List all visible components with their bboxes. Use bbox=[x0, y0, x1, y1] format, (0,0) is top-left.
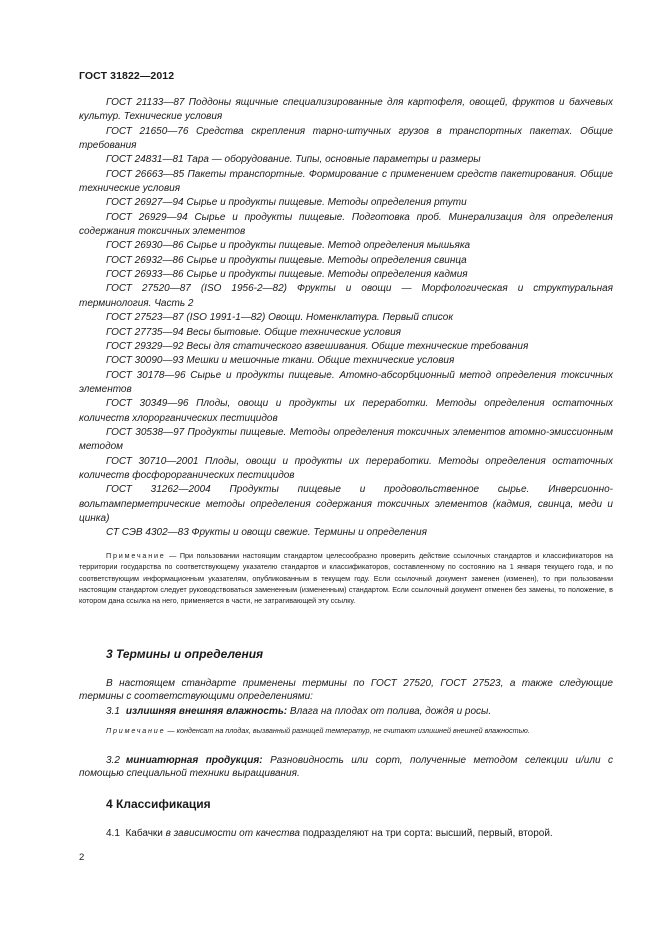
reference-item: ГОСТ 27735—94 Весы бытовые. Общие технические условия bbox=[106, 326, 401, 338]
definition-text: Разновидность или сорт, полученные методом селекции и/или с помощью специальной техники выращивания. bbox=[79, 755, 613, 780]
definition-3-2 bbox=[79, 754, 613, 781]
reference-item: ГОСТ 26932—86 Сырье и продукты пищевые. Методы определения свинца bbox=[106, 254, 467, 266]
note-text: — При пользовании настоящим стандартом целесообразно проверить действие ссылочных стандартов и классификаторов на территории государства по соответствующему указателю стандартов и классификаторов, составленному по состоянию на 1 января текущего года, и по соответствующим информационным указателям, опубликованным в текущем году. Если ссылочный документ заменен (изменен), то при пользовании настоящим стандартом следует руководствоваться замененным (измененным) стандартом. Если ссылочный документ отменен без замены, то положение, в котором дана ссылка на него, применяется в части, не затрагивающей эту ссылку. bbox=[79, 551, 613, 606]
reference-item: ГОСТ 26929—94 Сырье и продукты пищевые. Подготовка проб. Минерализация для определения содержания токсичных элементов bbox=[79, 211, 613, 238]
reference-item: ГОСТ 21133—87 Поддоны ящичные специализированные для картофеля, овощей, фруктов и бахчевых культур. Технические условия bbox=[79, 97, 613, 123]
reference-item: СТ СЭВ 4302—83 Фрукты и овощи свежие. Термины и определения bbox=[106, 527, 427, 539]
reference-item: ГОСТ 30090—93 Мешки и мешочные ткани. Общие технические условия bbox=[106, 355, 455, 367]
definition-3-1 bbox=[106, 705, 614, 718]
reference-item: ГОСТ 27523—87 (ISO 1991-1—82) Овощи. Номенклатура. Первый список bbox=[106, 312, 454, 324]
reference-item: ГОСТ 26930—86 Сырье и продукты пищевые. Метод определения мышьяка bbox=[106, 240, 471, 252]
section-3-intro: В настоящем стандарте применены термины по ГОСТ 27520, ГОСТ 27523, а также следующие термины с соответствующими определениями: bbox=[79, 678, 613, 703]
definition-number: 3.2 bbox=[106, 755, 120, 766]
definition-note bbox=[79, 725, 613, 737]
reference-item: ГОСТ 30178—96 Сырье и продукты пищевые. Атомно-абсорбционный метод определения токсичных элементов bbox=[79, 369, 613, 395]
note-label: Примечание bbox=[106, 551, 166, 560]
reference-item: ГОСТ 29329—92 Весы для статического взвешивания. Общие технические требования bbox=[106, 340, 529, 352]
definition-term: миниатюрная продукция: bbox=[125, 755, 263, 766]
reference-item: ГОСТ 30349—96 Плоды, овощи и продукты их переработки. Методы определения остаточных количеств хлорорганических пестицидов bbox=[79, 398, 613, 424]
document-header: ГОСТ 31822—2012 bbox=[79, 70, 175, 82]
reference-item: ГОСТ 26927—94 Сырье и продукты пищевые. Методы определения ртути bbox=[106, 197, 467, 209]
note-text: — конденсат на плодах, вызванный разницей температур, не считают излишней внешней влажностью. bbox=[165, 726, 530, 735]
reference-item: ГОСТ 26933—86 Сырье и продукты пищевые. Методы определения кадмия bbox=[106, 269, 468, 281]
reference-item: ГОСТ 26663—85 Пакеты транспортные. Формирование с применением средств пакетирования. Общие технические условия bbox=[79, 168, 613, 195]
page-number: 2 bbox=[79, 852, 85, 863]
section-3-heading: 3 Термины и определения bbox=[106, 647, 264, 661]
section-4-heading: 4 Классификация bbox=[106, 797, 211, 811]
paragraph-4-1: 4.1 Кабачки в зависимости от качества подразделяют на три сорта: высший, первый, второй. bbox=[106, 828, 553, 839]
note-label: Примечание bbox=[106, 726, 166, 735]
definition-text: Влага на плодах от полива, дождя и росы. bbox=[287, 706, 492, 717]
reference-item: ГОСТ 30538—97 Продукты пищевые. Методы определения токсичных элементов атомно-эмиссионным методом bbox=[79, 426, 613, 453]
definition-term: излишняя внешняя влажность: bbox=[125, 706, 288, 717]
reference-item: ГОСТ 30710—2001 Плоды, овощи и продукты их переработки. Методы определения остаточных количеств фосфорорганических пестицидов bbox=[79, 455, 613, 481]
reference-item: ГОСТ 27520—87 (ISO 1956-2—82) Фрукты и овощи — Морфологическая и структуральная терминология. Часть 2 bbox=[79, 283, 613, 309]
reference-item: ГОСТ 21650—76 Средства скрепления тарно-штучных грузов в транспортных пакетах. Общие требования bbox=[79, 125, 613, 152]
paragraph-number: 4.1 bbox=[106, 828, 120, 839]
references-note bbox=[79, 550, 613, 606]
italic-phrase: в зависимости от качества bbox=[165, 828, 300, 839]
reference-item: ГОСТ 31262—2004 Продукты пищевые и продовольственное сырье. Инверсионно-вольтамперметрические методы определения содержания токсичных элементов (кадмия, свинца, меди и цинка) bbox=[79, 484, 613, 524]
normative-references bbox=[79, 96, 613, 541]
definition-number: 3.1 bbox=[106, 706, 120, 717]
reference-item: ГОСТ 24831—81 Тара — оборудование. Типы, основные параметры и размеры bbox=[106, 154, 481, 166]
